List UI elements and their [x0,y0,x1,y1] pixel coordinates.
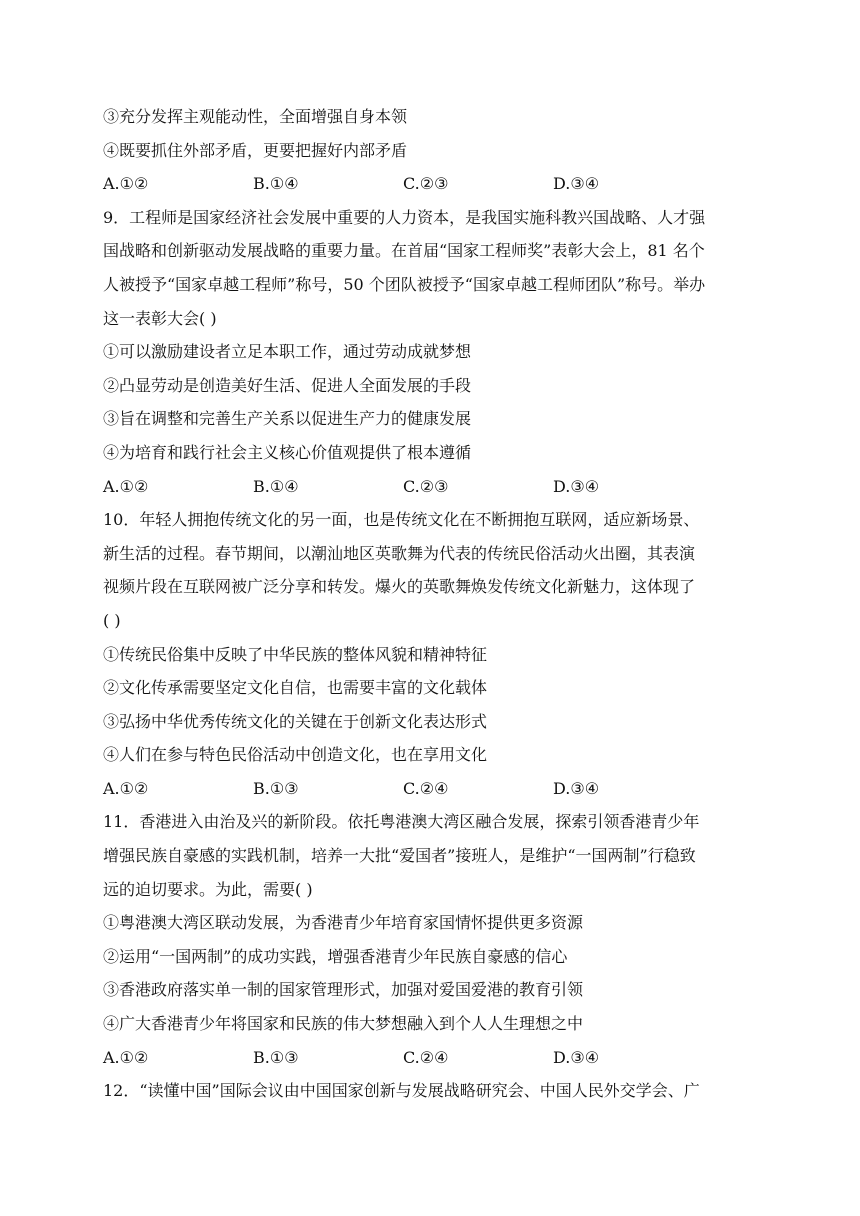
question-10-stem-line-2: 新生活的过程。春节期间，以潮汕地区英歌舞为代表的传统民俗活动火出圈，其表演 [103,543,696,563]
document-page [103,100,763,1108]
choice-b: B.①③ [253,778,299,798]
question-10-option-4: ④人们在参与特色民俗活动中创造文化，也在享用文化 [103,745,488,765]
choice-a: A.①② [103,1047,149,1067]
question-10-option-3: ③弘扬中华优秀传统文化的关键在于创新文化表达形式 [103,711,488,731]
choice-d: D.③④ [553,476,600,496]
question-10-answer-choices [103,772,763,806]
option-3: ③充分发挥主观能动性，全面增强自身本领 [103,107,408,126]
question-11-stem-line-3: 远的迫切要求。为此，需要( ) [103,879,313,899]
question-9-option-2: ②凸显劳动是创造美好生活、促进人全面发展的手段 [103,375,472,395]
question-9-answer-choices [103,470,763,504]
choice-d: D.③④ [553,778,600,798]
question-10-stem-line-3: 视频片段在互联网被广泛分享和转发。爆火的英歌舞焕发传统文化新魅力，这体现了 [103,577,696,597]
choice-b: B.①③ [253,1047,299,1067]
choice-c: C.②④ [403,778,449,798]
question-11-option-2: ②运用“一国两制”的成功实践，增强香港青少年民族自豪感的信心 [103,946,568,966]
question-11-option-1: ①粤港澳大湾区联动发展，为香港青少年培育家国情怀提供更多资源 [103,913,584,933]
question-11-stem-line-1: 11．香港进入由治及兴的新阶段。依托粤港澳大湾区融合发展，探索引领香港青少年 [103,812,700,832]
choice-a: A.①② [103,778,149,798]
choice-d: D.③④ [553,1047,600,1067]
choice-a: A.①② [103,476,149,496]
choice-b: B.①④ [253,476,299,496]
question-10-option-1: ①传统民俗集中反映了中华民族的整体风貌和精神特征 [103,644,488,664]
question-9-stem-line-2: 国战略和创新驱动发展战略的重要力量。在首届“国家工程师奖”表彰大会上，81 名个 [103,241,705,261]
question-10-stem-line-1: 10．年轻人拥抱传统文化的另一面，也是传统文化在不断拥抱互联网，适应新场景、 [103,510,700,530]
question-12-stem-line-1: 12．“读懂中国”国际会议由中国国家创新与发展战略研究会、中国人民外交学会、广 [103,1081,700,1101]
question-9-option-3: ③旨在调整和完善生产关系以促进生产力的健康发展 [103,409,472,429]
question-9-stem-line-1: 9．工程师是国家经济社会发展中重要的人力资本，是我国实施科教兴国战略、人才强 [103,207,706,227]
question-11-option-3: ③香港政府落实单一制的国家管理形式，加强对爱国爱港的教育引领 [103,980,584,1000]
question-11-stem-line-2: 增强民族自豪感的实践机制，培养一大批“爱国者”接班人，是维护“一国两制”行稳致 [103,846,696,866]
question-9-option-1: ①可以激励建设者立足本职工作，通过劳动成就梦想 [103,342,472,362]
choice-d: D.③④ [553,174,600,194]
option-4: ④既要抓住外部矛盾，更要把握好内部矛盾 [103,140,408,160]
choice-c: C.②③ [403,476,449,496]
choice-b: B.①④ [253,174,299,194]
choice-c: C.②③ [403,174,449,194]
answer-choices [103,167,763,201]
question-11-option-4: ④广大香港青少年将国家和民族的伟大梦想融入到个人人生理想之中 [103,1014,584,1034]
choice-a: A.①② [103,174,149,194]
question-9-stem-line-4: 这一表彰大会( ) [103,308,217,328]
question-10-option-2: ②文化传承需要坚定文化自信，也需要丰富的文化载体 [103,678,488,698]
question-9-stem-line-3: 人被授予“国家卓越工程师”称号，50 个团队被授予“国家卓越工程师团队”称号。举办 [103,274,706,294]
choice-c: C.②④ [403,1047,449,1067]
question-9-option-4: ④为培育和践行社会主义核心价值观提供了根本遵循 [103,442,472,462]
question-11-answer-choices [103,1041,763,1075]
question-10-stem-line-4: ( ) [103,610,121,630]
